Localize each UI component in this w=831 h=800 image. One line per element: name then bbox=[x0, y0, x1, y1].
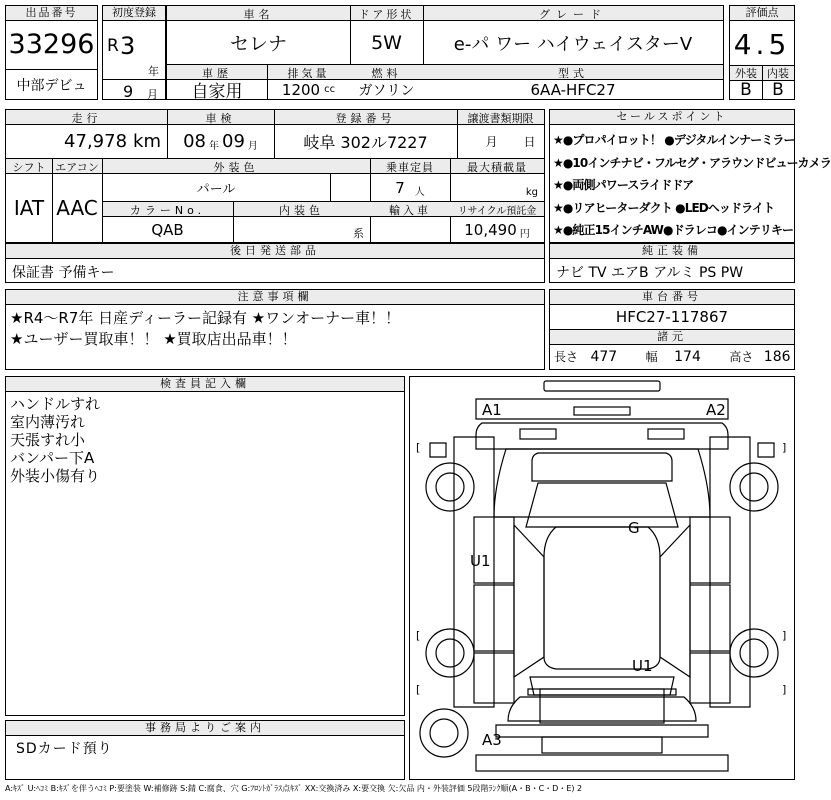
recycle-amount: 10,490 bbox=[464, 220, 517, 239]
transfer-month-unit: 月 bbox=[485, 135, 498, 149]
notes-label: 注意事項欄 bbox=[6, 290, 544, 305]
ac-label: エアコン bbox=[55, 160, 99, 174]
transfer-label: 譲渡書類期限 bbox=[467, 111, 534, 125]
first-reg-year: 3 bbox=[120, 32, 136, 60]
vehicle-info-box bbox=[166, 5, 724, 100]
inspector-box bbox=[5, 376, 405, 716]
svg-text:[: [ bbox=[416, 629, 421, 642]
fuel: ガソリン bbox=[358, 82, 415, 99]
legend: A:ｷｽﾞ U:ﾍｺﾐ B:ｷｽﾞを伴うﾍｺﾐ P:要塗装 W:補修跡 S:錆 C:腐食、穴 G:ﾌﾛﾝﾄｶﾞﾗｽ点ｷｽﾞ XX:交換済み X:要交換 欠:欠品 内・外装評価 5段階ﾗﾝｸ順(A・B・C・D・E) 2 bbox=[5, 784, 583, 793]
grade-label: グレード bbox=[539, 7, 607, 21]
car-name-label: 車名 bbox=[243, 7, 274, 21]
score-value: 4.5 bbox=[733, 27, 791, 61]
displacement-unit: cc bbox=[324, 84, 336, 95]
inspector-note: ハンドルすれ bbox=[10, 395, 101, 413]
damage-mark-u1-right: U1 bbox=[632, 657, 653, 675]
note-line: ★ユーザー買取車！！ ★買取店出品車！！ bbox=[10, 330, 297, 348]
svg-text:[: [ bbox=[416, 683, 421, 696]
plate-label: 登録番号 bbox=[335, 111, 396, 125]
sales-point-line: ★●両側パワースライドドア bbox=[553, 178, 694, 192]
svg-text:]: ] bbox=[782, 441, 787, 454]
first-reg-box bbox=[102, 5, 166, 100]
damage-mark-a1: A1 bbox=[482, 401, 502, 419]
capacity-unit: 人 bbox=[414, 187, 425, 198]
first-reg-label: 初度登録 bbox=[103, 6, 165, 21]
plate-number: 岐阜 302ル7227 bbox=[303, 133, 428, 152]
lot-box bbox=[5, 5, 98, 100]
inspector-note: 天張すれ小 bbox=[10, 431, 86, 449]
transfer-day-unit: 日 bbox=[523, 135, 536, 149]
equipment-box bbox=[549, 243, 795, 283]
later-parts-label: 後日発送部品 bbox=[6, 244, 544, 259]
equipment: ナビ TV エアB アルミ PS PW bbox=[556, 265, 744, 281]
chassis-box bbox=[549, 289, 795, 370]
mileage-label: 走行 bbox=[71, 111, 102, 125]
displacement: 1200 bbox=[281, 80, 321, 99]
sales-points-label: セールスポイント bbox=[550, 110, 794, 125]
ext-color: パール bbox=[196, 182, 236, 197]
width-label: 幅 bbox=[645, 350, 658, 364]
ext-score: B bbox=[740, 80, 752, 100]
sales-points-box bbox=[549, 109, 831, 243]
equipment-label: 純正装備 bbox=[550, 244, 794, 259]
displacement-label: 排気量 bbox=[287, 66, 330, 80]
recycle-unit: 円 bbox=[519, 228, 530, 240]
svg-text:[: [ bbox=[416, 441, 421, 454]
capacity-label: 乗車定員 bbox=[386, 160, 434, 174]
chassis-label: 車台番号 bbox=[550, 290, 794, 305]
shift: IAT bbox=[13, 196, 45, 220]
height: 186 bbox=[763, 349, 791, 365]
mileage-unit: km bbox=[133, 131, 161, 152]
capacity: 7 bbox=[395, 178, 405, 197]
inspector-label: 検査員記入欄 bbox=[6, 377, 404, 392]
office-note: SDカード預り bbox=[16, 741, 113, 757]
int-color-suffix: 系 bbox=[353, 226, 364, 240]
import-label: 輸入車 bbox=[389, 203, 431, 217]
grade: e-パ ワー ハイウェイスターV bbox=[453, 33, 693, 55]
inspection-month: 09 bbox=[222, 131, 245, 152]
inspection-year: 08 bbox=[183, 131, 206, 152]
notes-box bbox=[5, 289, 545, 370]
later-parts: 保証書 予備キー bbox=[12, 265, 115, 281]
inspection-year-unit: 年 bbox=[209, 141, 219, 152]
history: 自家用 bbox=[191, 82, 243, 102]
door-type: 5W bbox=[371, 31, 402, 54]
first-reg-month: 9 bbox=[123, 82, 134, 101]
note-line: ★R4～R7年 日産ディーラー記録有 ★ワンオーナー車！！ bbox=[10, 309, 401, 327]
car-name: セレナ bbox=[229, 33, 287, 55]
specs-label: 諸元 bbox=[550, 330, 794, 345]
model-label: 型式 bbox=[558, 66, 588, 80]
width: 174 bbox=[674, 349, 701, 365]
inspection-label: 車検 bbox=[205, 111, 236, 125]
venue: 中部デビュ bbox=[16, 77, 87, 94]
office-box bbox=[5, 720, 405, 780]
history-label: 車歴 bbox=[202, 66, 232, 80]
inspector-note: 室内薄汚れ bbox=[10, 413, 86, 431]
shift-label: シフト bbox=[12, 160, 46, 174]
length: 477 bbox=[590, 349, 618, 365]
mileage: 47,978 bbox=[64, 131, 128, 152]
svg-text:]: ] bbox=[782, 629, 787, 642]
ext-color-label: 外装色 bbox=[213, 160, 259, 174]
score-box bbox=[729, 5, 795, 100]
car-outline-diagram bbox=[410, 377, 794, 779]
inspection-month-unit: 月 bbox=[247, 141, 258, 152]
chassis-number: HFC27-117867 bbox=[615, 308, 729, 326]
recycle-label: リサイクル預託金 bbox=[457, 206, 537, 217]
sales-point-line: ★●10インチナビ・フルセグ・アラウンドビューカメラ bbox=[553, 155, 831, 170]
sales-point-line: ★●純正15インチAW●ドラレコ●インテリキー bbox=[553, 223, 794, 237]
score-label: 評価点 bbox=[730, 6, 794, 21]
damage-mark-g: G bbox=[628, 519, 640, 537]
later-parts-box bbox=[5, 243, 545, 283]
fuel-label: 燃料 bbox=[371, 66, 402, 80]
ext-score-label: 外装 bbox=[730, 66, 762, 80]
inspector-note: バンパー下A bbox=[10, 449, 95, 467]
first-reg-month-unit: 月 bbox=[147, 88, 158, 101]
inspector-note: 外装小傷有り bbox=[10, 467, 101, 485]
details-box bbox=[5, 109, 545, 243]
color-no: QAB bbox=[151, 220, 184, 239]
damage-mark-a3: A3 bbox=[482, 731, 502, 749]
door-label: ドア形状 bbox=[358, 7, 415, 21]
sales-point-line: ★●プロパイロット！ ●デジタルインナーミラー bbox=[553, 133, 795, 147]
damage-mark-a2: A2 bbox=[706, 401, 726, 419]
int-color-label: 内装色 bbox=[279, 203, 324, 217]
height-label: 高さ bbox=[729, 350, 754, 364]
length-label: 長さ bbox=[554, 350, 579, 364]
load-label: 最大積載量 bbox=[467, 160, 527, 174]
aircon: AAC bbox=[56, 196, 98, 220]
int-score-label: 内装 bbox=[762, 66, 794, 80]
damage-mark-u1-left: U1 bbox=[470, 552, 491, 570]
sales-point-line: ★●リアヒーターダクト ●LEDヘッドライト bbox=[553, 200, 775, 215]
first-reg-year-unit: 年 bbox=[148, 65, 159, 78]
svg-text:]: ] bbox=[782, 683, 787, 696]
lot-number: 33296 bbox=[8, 28, 95, 60]
color-no-label: カラーNo. bbox=[129, 203, 206, 217]
load-unit: kg bbox=[525, 187, 538, 198]
office-label: 事務局よりご案内 bbox=[6, 721, 404, 736]
model-code: 6AA-HFC27 bbox=[530, 80, 616, 99]
damage-diagram bbox=[409, 376, 795, 780]
lot-label: 出品番号 bbox=[6, 6, 97, 21]
int-score: B bbox=[772, 80, 784, 100]
first-reg-era: R bbox=[107, 36, 119, 56]
